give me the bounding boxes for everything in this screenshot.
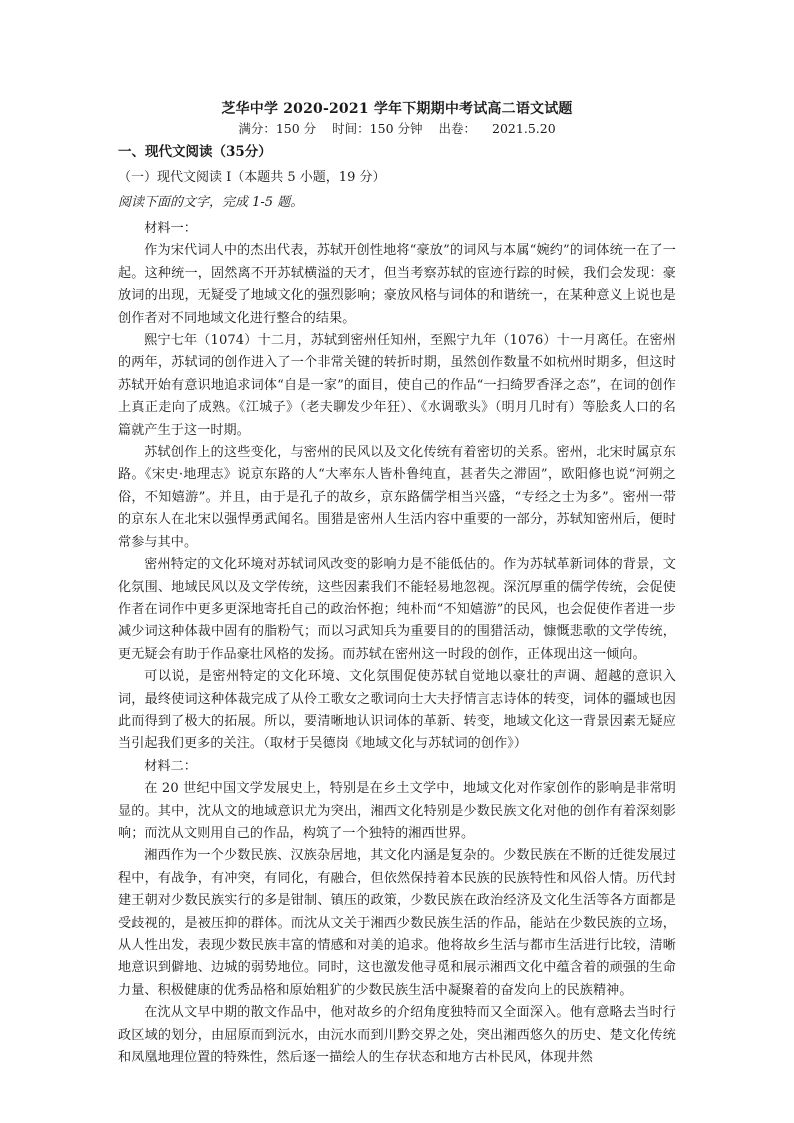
paragraph: 可以说，是密州特定的文化环境、文化氛围促使苏轼自觉地以豪壮的声调、超越的意识入词，最终使词这种体裁完成了从伶工歌女之歌词向士大夫抒情言志诗体的转变，词体的疆域也因此而得到了极大的拓展。所以，要清晰地认识词体的革新、转变，地域文化这一背景因素无疑应当引起我们更多的关注。（取材于吴德岗《地域文化与苏轼词的创作》） bbox=[118, 669, 676, 752]
material-label: 材料一： bbox=[144, 221, 197, 236]
reading-passage bbox=[118, 218, 676, 1069]
exam-time: 时间：150 分钟 bbox=[332, 121, 423, 136]
paragraph: 在 20 世纪中国文学发展史上，特别是在乡土文学中，地域文化对作家创作的影响是非常明显的。其中，沈从文的地域意识尤为突出，湘西文化特别是少数民族文化对他的创作有着深刻影响；而沈从文则用自己的作品，构筑了一个独特的湘西世界。 bbox=[118, 781, 676, 841]
section-heading: 一、现代文阅读（35分） bbox=[118, 144, 272, 160]
exam-date: 2021.5.20 bbox=[492, 121, 556, 136]
paragraph: 熙宁七年（1074）十二月，苏轼到密州任知州，至熙宁九年（1076）十一月离任。在密州的两年，苏轼词的创作进入了一个非常关键的转折时期，虽然创作数量不如杭州时期多，但这时苏轼开始有意识地追求词体“自是一家”的面目，使自己的作品“一扫绮罗香泽之态”，在词的创作上真正走向了成熟。《江城子》（老夫聊发少年狂）、《水调歌头》（明月几时有）等脍炙人口的名篇就产生于这一时期。 bbox=[118, 333, 676, 438]
exam-meta bbox=[0, 120, 794, 138]
exam-setter: 出卷： bbox=[438, 121, 477, 136]
paragraph: 作为宋代词人中的杰出代表，苏轼开创性地将“豪放”的词风与本属“婉约”的词体统一在了一起。这种统一，固然离不开苏轼横溢的天才，但当考察苏轼的宦迹行踪的时候，我们会发现：豪放词的出现，无疑受了地域文化的强烈影响；豪放风格与词体的和谐统一，在某种意义上说也是创作者对不同地域文化进行整合的结果。 bbox=[118, 243, 676, 326]
paragraph: 湘西作为一个少数民族、汉族杂居地，其文化内涵是复杂的。少数民族在不断的迁徙发展过程中，有战争，有冲突，有同化，有融合，但依然保持着本民族的民族特性和风俗人情。历代封建王朝对少数民族实行的多是钳制、镇压的政策，少数民族在政治经济及文化生活等各方面都是受歧视的，是被压抑的群体。而沈从文关于湘西少数民族生活的作品，能站在少数民族的立场，从人性出发，表现少数民族丰富的情感和对美的追求。他将故乡生活与都市生活进行比较，清晰地意识到僻地、边城的弱势地位。同时，这也激发他寻觅和展示湘西文化中蕴含着的顽强的生命力量、积极健康的优秀品格和原始粗犷的少数民族生活中凝聚着的奋发向上的民族精神。 bbox=[118, 848, 676, 998]
exam-title: 芝华中学 2020-2021 学年下期期中考试高二语文试题 bbox=[221, 101, 573, 117]
paragraph: 在沈从文早中期的散文作品中，他对故乡的介绍角度独特而又全面深入。他有意略去当时行政区域的划分，由屈原而到沅水，由沅水而到川黔交界之处，突出湘西悠久的历史、楚文化传统和凤凰地理位置的特殊性，然后逐一描绘人的生存状态和地方古朴民风，体现井然 bbox=[118, 1005, 676, 1066]
paragraph: 苏轼创作上的这些变化，与密州的民风以及文化传统有着密切的关系。密州，北宋时属京东路。《宋史·地理志》说京东路的人“大率东人皆朴鲁纯直，甚者失之滞固”，欧阳修也说“河朔之俗，不知嬉游”。并且，由于是孔子的故乡，京东路儒学相当兴盛，“专经之士为多”。密州一带的京东人在北宋以强悍勇武闻名。围猎是密州人生活内容中重要的一部分，苏轼知密州后，便时常参与其中。 bbox=[118, 445, 676, 550]
material-label: 材料二： bbox=[144, 758, 197, 774]
paragraph: 密州特定的文化环境对苏轼词风改变的影响力是不能低估的。作为苏轼革新词体的背景，文化氛围、地域民风以及文学传统，这些因素我们不能轻易地忽视。深沉厚重的儒学传统，会促使作者在词作中更多更深地寄托自己的政治怀抱；纯朴而“不知嬉游”的民风，也会促使作者进一步减少词这种体裁中固有的脂粉气；而以习武知兵为重要目的的围猎活动，慷慨悲歌的文学传统，更无疑会有助于作品豪壮风格的发扬。而苏轼在密州这一时段的创作，正体现出这一倾向。 bbox=[118, 557, 676, 662]
subsection-heading: （一）现代文阅读 I（本题共 5 小题，19 分） bbox=[118, 170, 386, 185]
reading-instruction: 阅读下面的文字，完成 1-5 题。 bbox=[118, 195, 304, 210]
full-score: 满分：150 分 bbox=[238, 121, 317, 136]
